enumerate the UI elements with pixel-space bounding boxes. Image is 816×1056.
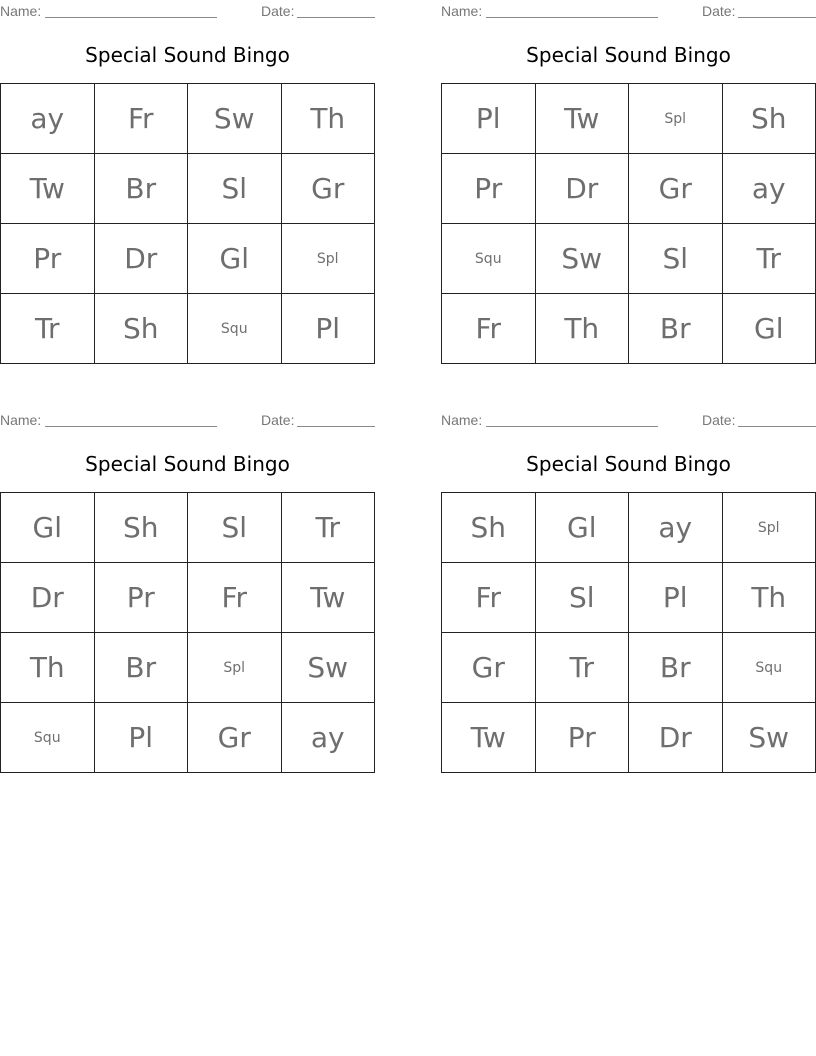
bingo-cell: Pl <box>94 703 188 773</box>
bingo-cell: Br <box>94 633 188 703</box>
bingo-cell: Sh <box>94 493 188 563</box>
name-label: Name: <box>441 3 483 19</box>
bingo-cell: Squ <box>442 224 536 294</box>
bingo-cell: Gr <box>442 633 536 703</box>
bingo-cell: Sh <box>442 493 536 563</box>
date-line <box>738 426 816 427</box>
date-line <box>297 17 375 18</box>
bingo-cell: Sw <box>281 633 375 703</box>
bingo-cell: Fr <box>94 84 188 154</box>
name-date-header <box>441 409 816 429</box>
date-line <box>297 426 375 427</box>
bingo-grid <box>441 492 816 773</box>
bingo-cell: Pl <box>442 84 536 154</box>
grid-row <box>1 224 375 294</box>
date-label: Date: <box>261 412 295 428</box>
grid-row <box>442 493 816 563</box>
grid-row <box>442 224 816 294</box>
bingo-cell: Th <box>281 84 375 154</box>
bingo-cell: Th <box>722 563 816 633</box>
name-line <box>486 426 658 427</box>
bingo-cell: Pr <box>442 154 536 224</box>
grid-row <box>442 563 816 633</box>
name-line <box>486 17 658 18</box>
bingo-cell: Sw <box>535 224 629 294</box>
bingo-cell: Gr <box>281 154 375 224</box>
card-title: Special Sound Bingo <box>526 452 731 476</box>
bingo-cell: Spl <box>281 224 375 294</box>
date-line <box>738 17 816 18</box>
bingo-cell: ay <box>281 703 375 773</box>
bingo-cell: Pr <box>535 703 629 773</box>
card-title: Special Sound Bingo <box>526 43 731 67</box>
bingo-cell: Gr <box>188 703 282 773</box>
card-title: Special Sound Bingo <box>85 452 290 476</box>
name-line <box>45 17 217 18</box>
bingo-grid <box>0 83 375 364</box>
grid-row <box>442 294 816 364</box>
bingo-cell: Tr <box>1 294 95 364</box>
date-label: Date: <box>702 412 736 428</box>
bingo-cell: Fr <box>442 563 536 633</box>
bingo-cell: Gl <box>722 294 816 364</box>
bingo-cell: Sl <box>629 224 723 294</box>
bingo-cell: Dr <box>535 154 629 224</box>
bingo-grid <box>441 83 816 364</box>
bingo-cell: Tr <box>535 633 629 703</box>
bingo-cell: Tw <box>535 84 629 154</box>
bingo-cell: Squ <box>722 633 816 703</box>
grid-row <box>442 84 816 154</box>
date-label: Date: <box>702 3 736 19</box>
grid-row <box>442 154 816 224</box>
bingo-cell: Pr <box>94 563 188 633</box>
name-line <box>45 426 217 427</box>
name-label: Name: <box>441 412 483 428</box>
bingo-cell: Sw <box>722 703 816 773</box>
bingo-cell: Sw <box>188 84 282 154</box>
bingo-cell: Pl <box>629 563 723 633</box>
bingo-cell: Tw <box>1 154 95 224</box>
bingo-cell: ay <box>722 154 816 224</box>
bingo-cell: Dr <box>1 563 95 633</box>
grid-row <box>1 563 375 633</box>
name-label: Name: <box>0 412 42 428</box>
grid-row <box>1 294 375 364</box>
bingo-cell: Spl <box>722 493 816 563</box>
grid-row <box>1 493 375 563</box>
name-date-header <box>441 0 816 20</box>
bingo-grid <box>0 492 375 773</box>
bingo-cell: Tw <box>281 563 375 633</box>
bingo-cell: Tw <box>442 703 536 773</box>
bingo-cell: Pr <box>1 224 95 294</box>
bingo-cell: Gr <box>629 154 723 224</box>
bingo-cell: Br <box>629 294 723 364</box>
bingo-cell: Sl <box>188 154 282 224</box>
bingo-cell: Dr <box>94 224 188 294</box>
bingo-cell: Sl <box>535 563 629 633</box>
bingo-cell: Gl <box>535 493 629 563</box>
grid-row <box>442 633 816 703</box>
date-label: Date: <box>261 3 295 19</box>
bingo-cell: Tr <box>722 224 816 294</box>
grid-row <box>442 703 816 773</box>
bingo-cell: Spl <box>188 633 282 703</box>
card-title: Special Sound Bingo <box>85 43 290 67</box>
grid-row <box>1 703 375 773</box>
bingo-cell: ay <box>1 84 95 154</box>
bingo-cell: Spl <box>629 84 723 154</box>
bingo-cell: Fr <box>188 563 282 633</box>
bingo-cell: Th <box>535 294 629 364</box>
bingo-cell: Squ <box>1 703 95 773</box>
bingo-cell: Squ <box>188 294 282 364</box>
bingo-cell: Br <box>629 633 723 703</box>
bingo-cell: Sl <box>188 493 282 563</box>
bingo-cell: Th <box>1 633 95 703</box>
bingo-cell: Dr <box>629 703 723 773</box>
name-label: Name: <box>0 3 42 19</box>
name-date-header <box>0 409 375 429</box>
bingo-cell: Gl <box>188 224 282 294</box>
bingo-cell: Tr <box>281 493 375 563</box>
bingo-cell: Br <box>94 154 188 224</box>
bingo-cell: Pl <box>281 294 375 364</box>
bingo-cell: Gl <box>1 493 95 563</box>
bingo-cell: ay <box>629 493 723 563</box>
bingo-cell: Sh <box>94 294 188 364</box>
grid-row <box>1 633 375 703</box>
grid-row <box>1 84 375 154</box>
name-date-header <box>0 0 375 20</box>
grid-row <box>1 154 375 224</box>
bingo-cell: Fr <box>442 294 536 364</box>
bingo-cell: Sh <box>722 84 816 154</box>
